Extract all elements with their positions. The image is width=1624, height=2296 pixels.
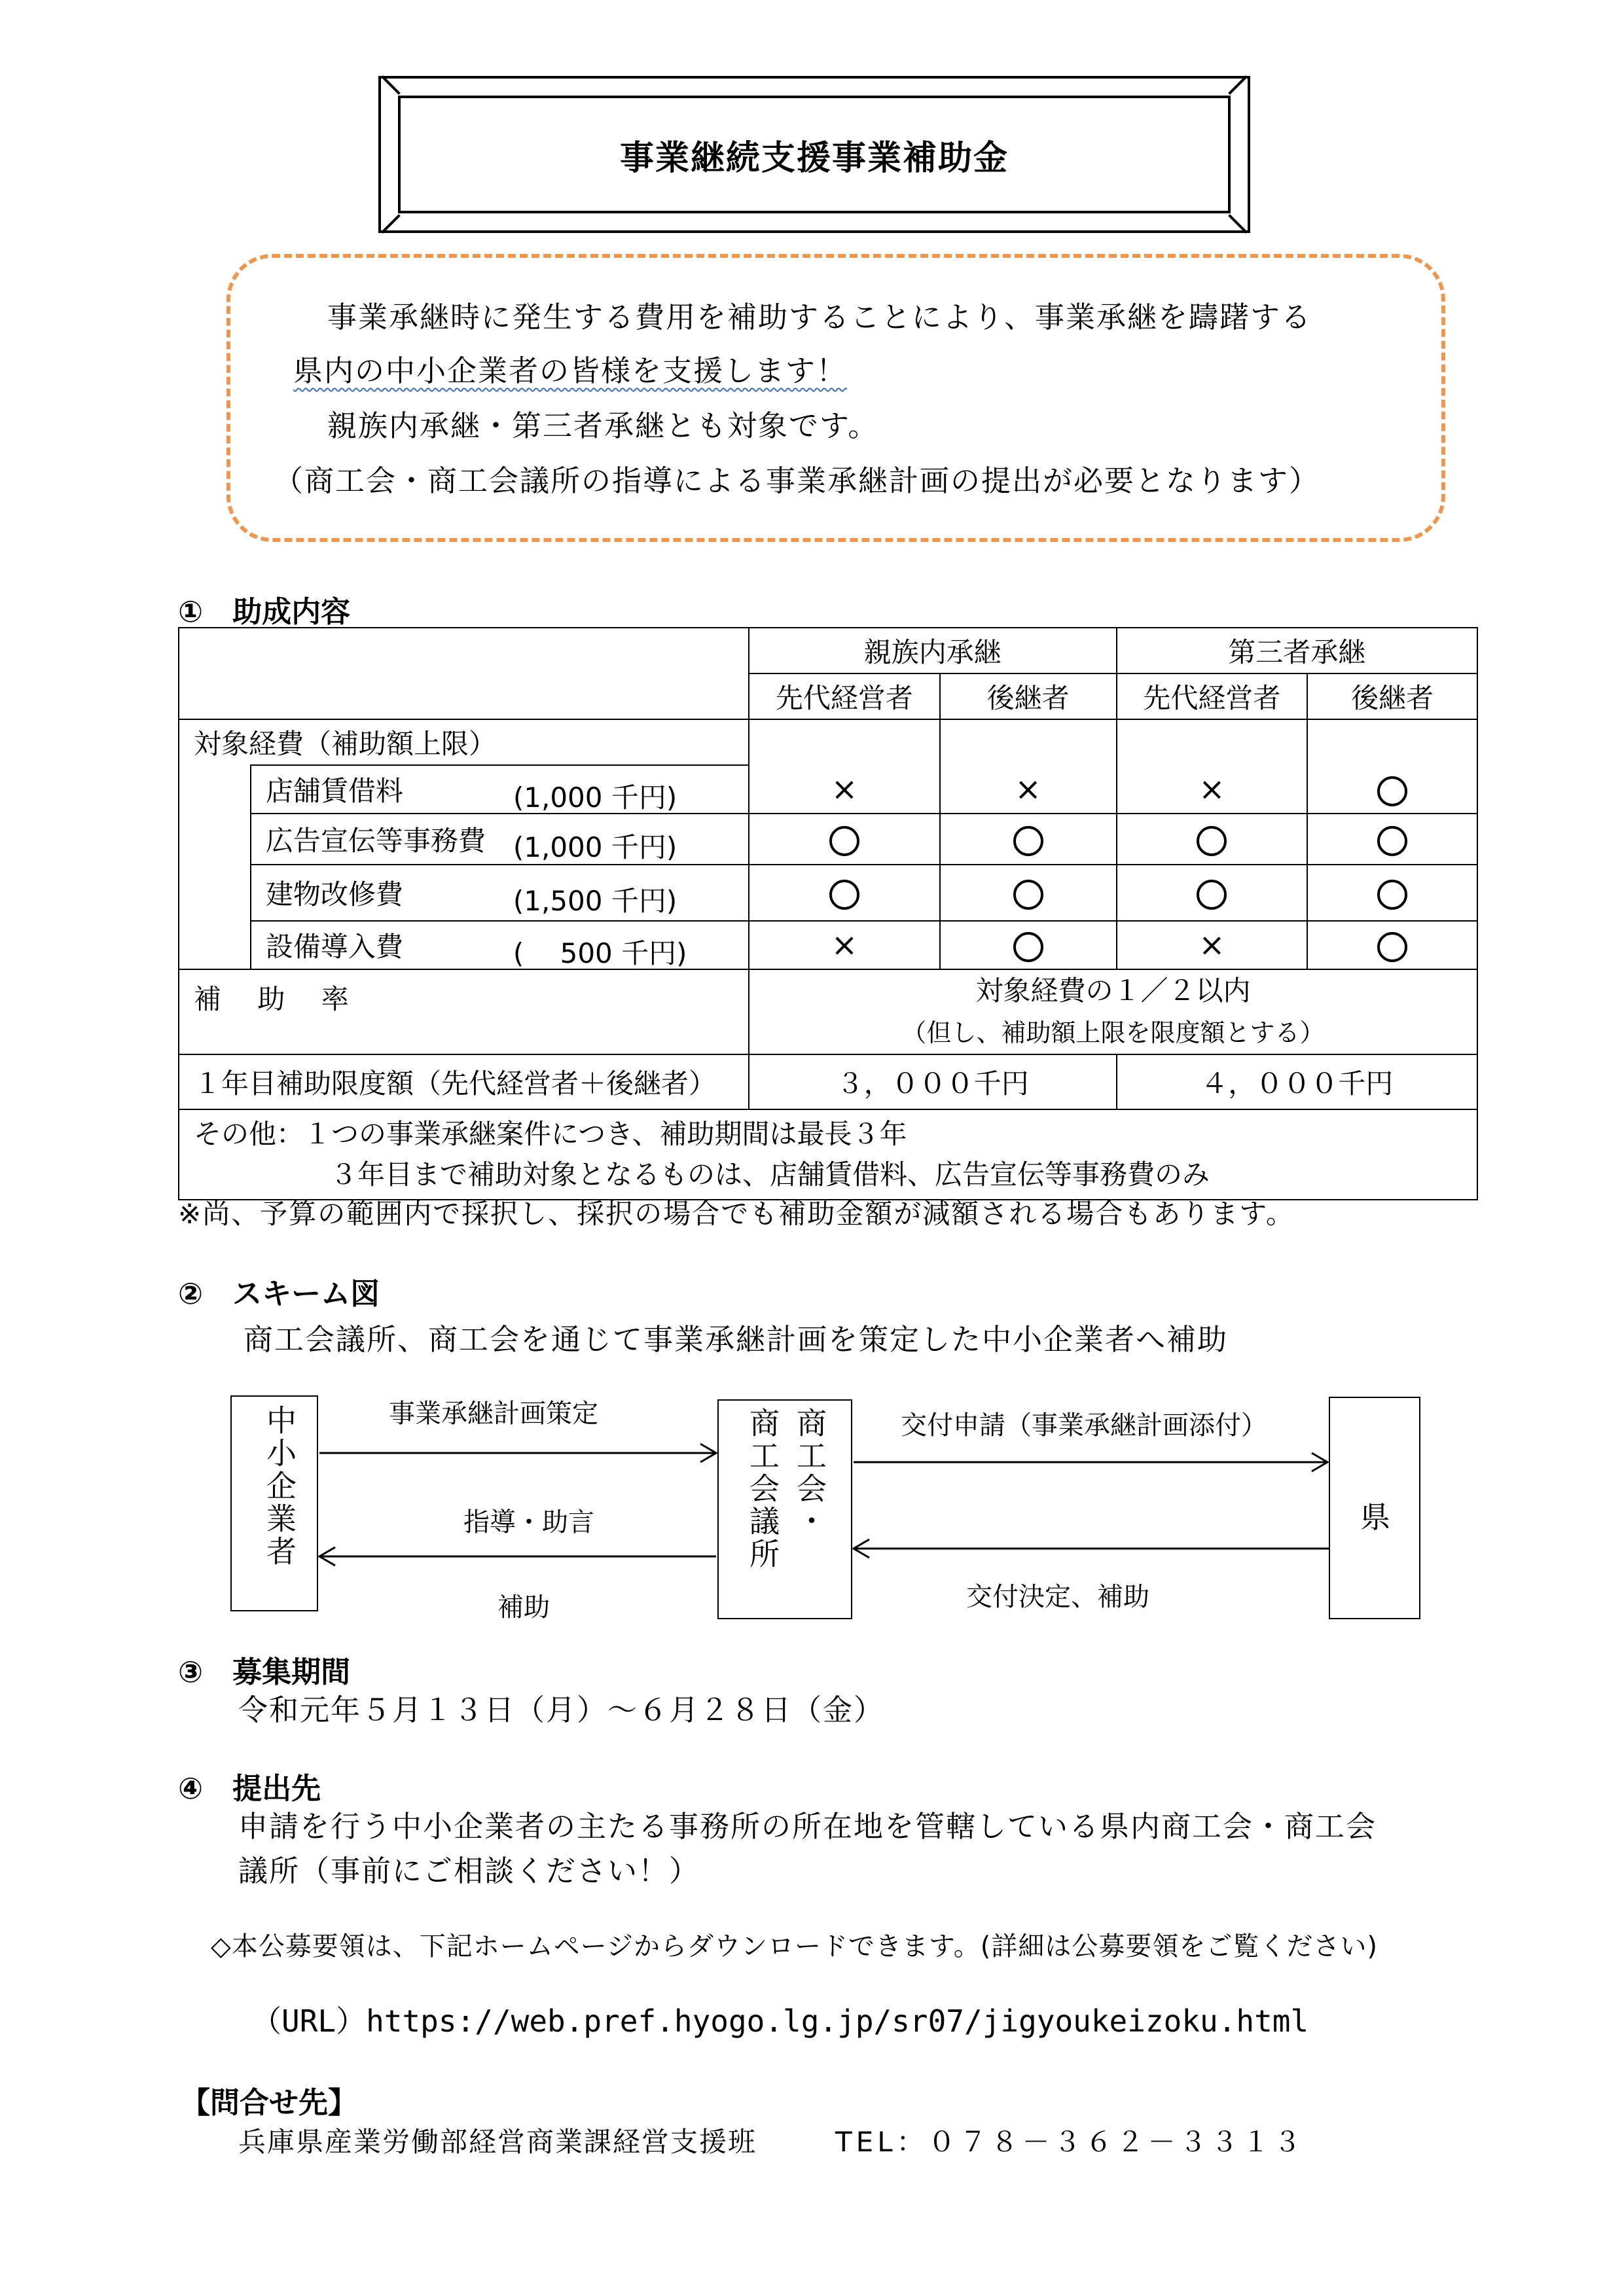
arrow-label-guidance: 指導・助言	[463, 1507, 594, 1537]
expense-limit: ( 500 千円)	[513, 937, 687, 969]
header-predecessor-2: 先代経営者	[1117, 673, 1308, 719]
header-predecessor-1: 先代経営者	[749, 673, 940, 719]
contact-department: 兵庫県産業労働部経営商業課経営支援班	[238, 2126, 757, 2158]
recruitment-period: 令和元年５月１３日（月）～６月２８日（金）	[238, 1693, 885, 1727]
rate-label: 補 助 率	[179, 969, 749, 1054]
header-group2: 第三者承継	[1117, 628, 1477, 673]
section3-heading: ③ 募集期間	[178, 1655, 351, 1689]
header-successor-2: 後継者	[1307, 673, 1477, 719]
section4-heading: ④ 提出先	[178, 1771, 321, 1806]
download-note: ◇本公募要領は、下記ホームページからダウンロードできます。(詳細は公募要領をご覧ください)	[211, 1931, 1378, 1962]
other-line-1: その他：１つの事業承継案件につき、補助期間は最長３年	[194, 1118, 907, 1150]
mark-cell: ×	[940, 765, 1117, 814]
intro-line-4: （商工会・商工会議所の指導による事業承継計画の提出が必要となります）	[274, 463, 1320, 498]
limit-value-1: ３，０００千円	[749, 1054, 1116, 1109]
header-successor-1: 後継者	[940, 673, 1117, 719]
expense-name: 広告宣伝等事務費	[265, 825, 486, 857]
intro-line-2: 県内の中小企業者の皆様を支援します！	[293, 353, 848, 388]
scheme-description: 商工会議所、商工会を通じて事業承継計画を策定した中小企業者へ補助	[244, 1322, 1229, 1357]
contact-tel: TEL：０７８－３６２－３３１３	[835, 2126, 1305, 2158]
expense-limit: (1,000 千円)	[513, 831, 677, 863]
box-sme: 中小企業者	[230, 1395, 318, 1611]
page-title: 事業継続支援事業補助金	[619, 137, 1009, 178]
arrow-label-plan: 事業承継計画策定	[389, 1399, 598, 1429]
header-group1: 親族内承継	[749, 628, 1116, 673]
contact-heading: 【問合せ先】	[181, 2085, 358, 2120]
mark-cell: ×	[1117, 765, 1308, 814]
arrow-label-decision: 交付決定、補助	[966, 1582, 1149, 1612]
table-note: ※尚、予算の範囲内で採択し、採択の場合でも補助金額が減額される場合もあります。	[178, 1198, 1295, 1230]
intro-line-3: 親族内承継・第三者承継とも対象です。	[327, 408, 879, 443]
section1-heading: ① 助成内容	[178, 594, 351, 629]
arrow-label-application: 交付申請（事業承継計画添付）	[901, 1410, 1267, 1441]
box-chamber: 商工会・ 商工会議所	[717, 1399, 852, 1619]
arrow-label-subsidy: 補助	[497, 1592, 550, 1623]
mark-cell: ×	[749, 765, 940, 814]
rate-value-2: （但し、補助額上限を限度額とする）	[901, 1018, 1325, 1047]
expense-limit: (1,500 千円)	[513, 885, 677, 917]
submission-line-2: 議所（事前にご相談ください！）	[238, 1854, 700, 1888]
limit-label: １年目補助限度額（先代経営者＋後継者）	[179, 1054, 749, 1109]
expense-name: 設備導入費	[265, 931, 403, 963]
box-prefecture: 県	[1329, 1397, 1420, 1619]
other-line-2: ３年目まで補助対象となるものは、店舗賃借料、広告宣伝等事務費のみ	[330, 1158, 1210, 1191]
section2-heading: ② スキーム図	[178, 1276, 380, 1311]
limit-value-2: ４，０００千円	[1117, 1054, 1477, 1109]
expense-limit: (1,000 千円)	[513, 781, 677, 814]
rate-value-1: 対象経費の１／２以内	[975, 975, 1251, 1007]
expense-name: 建物改修費	[265, 878, 403, 910]
expense-name: 店舗賃借料	[265, 775, 403, 807]
expenses-label: 対象経費（補助額上限）	[179, 719, 749, 765]
intro-line-1: 事業承継時に発生する費用を補助することにより、事業承継を躊躇する	[327, 300, 1312, 334]
url-link[interactable]: （URL）https://web.pref.hyogo.lg.jp/sr07/jigyoukeizoku.html	[251, 2003, 1309, 2039]
mark-cell: ×	[1117, 921, 1308, 969]
submission-line-1: 申請を行う中小企業者の主たる事務所の所在地を管轄している県内商工会・商工会	[238, 1809, 1377, 1844]
mark-cell: ×	[749, 921, 940, 969]
